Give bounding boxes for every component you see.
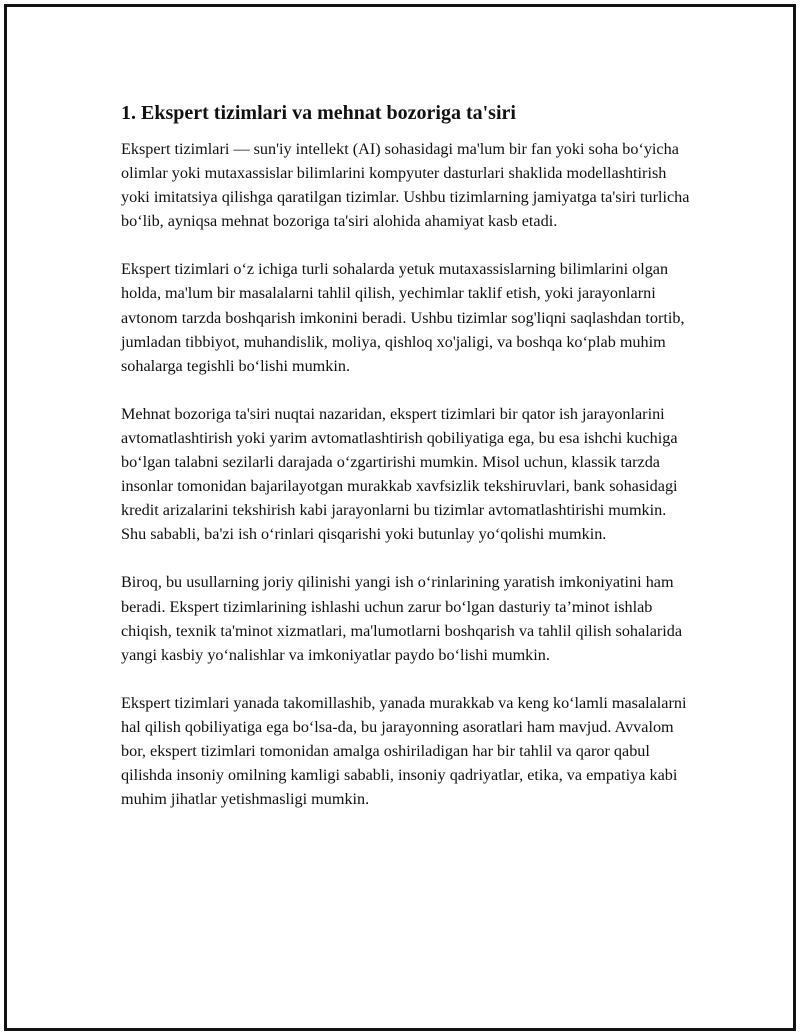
paragraph-4: Biroq, bu usullarning joriy qilinishi yangi ish o‘rinlarining yaratish imkoniyatini ham beradi. Ekspert tizimlarining ishlashi uchun zarur bo‘lgan dasturiy ta’minot ishlab chiqish, texnik ta'minot xizmatlari, ma'lumotlarni boshqarish va tahlil qilish sohalarida yangi kasbiy yo‘nalishlar va imkoniyatlar paydo bo‘lishi mumkin. — [121, 573, 683, 664]
paragraph-3: Mehnat bozoriga ta'siri nuqtai nazaridan, ekspert tizimlari bir qator ish jarayonlarini avtomatlashtirish yoki yarim avtomatlashtirish qobiliyatiga ega, bu esa ishchi kuchiga bo‘lgan talabni sezilarli darajada o‘zgartirishi mumkin. Misol uchun, klassik tarzda insonlar tomonidan bajarilayotgan murakkab xavfsizlik tekshiruvlari, bank sohasidagi kredit arizalarini tekshirish kabi jarayonlarni bu tizimlar avtomatlashtirishi mumkin. Shu sababli, ba'zi ish o‘rinlari qisqarishi yoki butunlay yo‘qolishi mumkin. — [121, 404, 678, 544]
paragraph-1: Ekspert tizimlari — sun'iy intellekt (AI) sohasidagi ma'lum bir fan yoki soha bo‘yicha olimlar yoki mutaxassislar bilimlarini kompyuter dasturlari shaklida modellashtirish yoki imitatsiya qilishga qaratilgan tizimlar. Ushbu tizimlarning jamiyatga ta'siri turlicha bo‘lib, ayniqsa mehnat bozoriga ta'siri alohida ahamiyat kasb etadi. — [121, 140, 690, 231]
section-heading: 1. Ekspert tizimlari va mehnat bozoriga ta'siri — [121, 102, 516, 124]
page-frame — [4, 4, 796, 1031]
paragraph-2: Ekspert tizimlari o‘z ichiga turli sohalarda yetuk mutaxassislarning bilimlarini olgan holda, ma'lum bir masalalarni tahlil qilish, yechimlar taklif etish, yoki jarayonlarni avtonom tarzda boshqarish imkonini beradi. Ushbu tizimlar sog'liqni saqlashdan tortib, jumladan tibbiyot, muhandislik, moliya, qishloq xo'jaligi, va boshqa ko‘plab muhim sohalarga tegishli bo‘lishi mumkin. — [121, 260, 685, 375]
paragraph-5: Ekspert tizimlari yanada takomillashib, yanada murakkab va keng ko‘lamli masalalarni hal qilish qobiliyatiga ega bo‘lsa-da, bu jarayonning asoratlari ham mavjud. Avvalom bor, ekspert tizimlari tomonidan amalga oshiriladigan har bir tahlil va qaror qabul qilishda insoniy omilning kamligi sababli, insoniy qadriyatlar, etika, va empatiya kabi muhim jihatlar yetishmasligi mumkin. — [121, 693, 687, 809]
document-body — [121, 99, 693, 835]
